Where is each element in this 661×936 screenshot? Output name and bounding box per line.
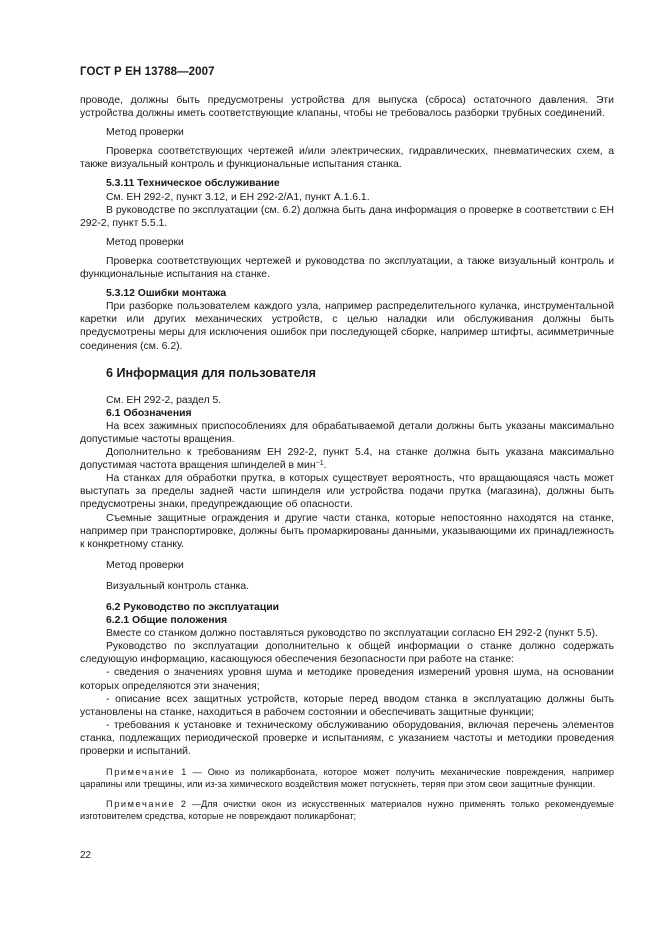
section-heading-6-1: 6.1 Обозначения [106, 407, 192, 419]
note-1 [80, 766, 614, 790]
paragraph: На станках для обработки прутка, в которых существует вероятность, что вращающаяся часть может выступать за пределы задней части шпинделя или устройства подачи прутка (магазина), должны быть предусмотрены знаки, предупреждающие об опасности. [80, 473, 614, 511]
section-heading-6-2: 6.2 Руководство по эксплуатации [106, 602, 280, 613]
section-heading-5-3-12: 5.3.12 Ошибки монтажа [106, 288, 227, 300]
superscript: −1 [315, 460, 324, 468]
list-item: - описание всех защитных устройств, которые перед вводом станка в эксплуатацию должны быть установлены на станке, находиться в рабочем состоянии и обеспечивать защитные функции; [80, 693, 614, 718]
paragraph: В руководстве по эксплуатации (см. 6.2) должна быть дана информация о проверке в соответствии с ЕН 292-2, пункт 5.5.1. [80, 204, 614, 229]
paragraph: Проверка соответствующих чертежей и руководства по эксплуатации, а также визуальный контроль и функциональные испытания на станке. [80, 255, 614, 281]
section-heading-6: 6 Информация для пользователя [106, 365, 317, 380]
paragraph: При разборке пользователем каждого узла, например распределительного кулачка, инструментальной каретки или других механических устройств, с целью наладки или обслуживания должны быть предусмотрены меры для исключения ошибок при последующей сборке, например штифты, асимметричные соединения (см. 6.2). [80, 301, 614, 352]
note-text: 2 —Для очистки окон из искусственных материалов нужно применять только рекомендуемые изготовителем средства, которые не повреждают поликарбонат; [80, 799, 614, 822]
method-label: Метод проверки [106, 236, 184, 248]
paragraph: проводе, должны быть предусмотрены устройства для выпуска (сброса) остаточного давления. Эти устройства должны иметь соответствующие клапаны, чтобы не требовалось разборки трубных соединений. [80, 95, 614, 120]
paragraph: Визуальный контроль станка. [106, 580, 250, 592]
paragraph: См. ЕН 292-2, пункт 3.12, и ЕН 292-2/А1, пункт А.1.6.1. [106, 191, 370, 203]
document-header: ГОСТ Р ЕН 13788—2007 [80, 66, 215, 78]
paragraph: Проверка соответствующих чертежей и/или электрических, гидравлических, пневматических схем, а также визуальный контроль и функциональные испытания станка. [80, 146, 614, 171]
note-label: Примечание [106, 799, 176, 810]
section-heading-6-2-1: 6.2.1 Общие положения [106, 615, 228, 627]
paragraph: На всех зажимных приспособлениях для обрабатываемой детали должны быть указаны максимально допустимые частоты вращения. [80, 420, 614, 445]
paragraph [80, 446, 614, 472]
page-number: 22 [80, 850, 92, 861]
paragraph: Вместе со станком должно поставляться руководство по эксплуатации согласно ЕН 292-2 (пункт 5.5). [106, 628, 598, 640]
method-label: Метод проверки [106, 127, 184, 139]
paragraph: См. ЕН 292-2, раздел 5. [106, 394, 222, 406]
note-text: 1 — Окно из поликарбоната, которое может получить механические повреждения, например царапины или трещины, или из-за химического воздействия может потускнеть, теряя при этом свои защитные функции. [80, 767, 614, 790]
paragraph: Руководство по эксплуатации дополнительно к общей информации о станке должно содержать следующую информацию, касающуюся обеспечения безопасности при работе на станке: [80, 641, 614, 666]
paragraph-text: Дополнительно к требованиям ЕН 292-2, пункт 5.4, на станке должна быть указана максимально допустимая частота вращения шпинделей в мин [80, 447, 614, 472]
method-label: Метод проверки [106, 559, 184, 571]
section-heading-5-3-11: 5.3.11 Техническое обслуживание [106, 178, 280, 190]
list-item: - сведения о значениях уровня шума и методике проведения измерений уровня шума, на основании которых определяются эти значения; [80, 667, 614, 692]
note-label: Примечание [106, 767, 176, 778]
paragraph-end: . [323, 460, 327, 472]
list-item: - требования к установке и техническому обслуживанию оборудования, включая перечень элементов станка, подлежащих периодической проверке и испытаниям, с указанием частоты и методики проведения проверки и испытаний. [80, 719, 614, 758]
document-body [80, 94, 614, 822]
paragraph: Съемные защитные ограждения и другие части станка, которые непостоянно находятся на станке, например при транспортировке, должны быть промаркированы данными, указывающими их принадлежность к конкретному станку. [80, 512, 614, 550]
note-2 [80, 798, 614, 822]
